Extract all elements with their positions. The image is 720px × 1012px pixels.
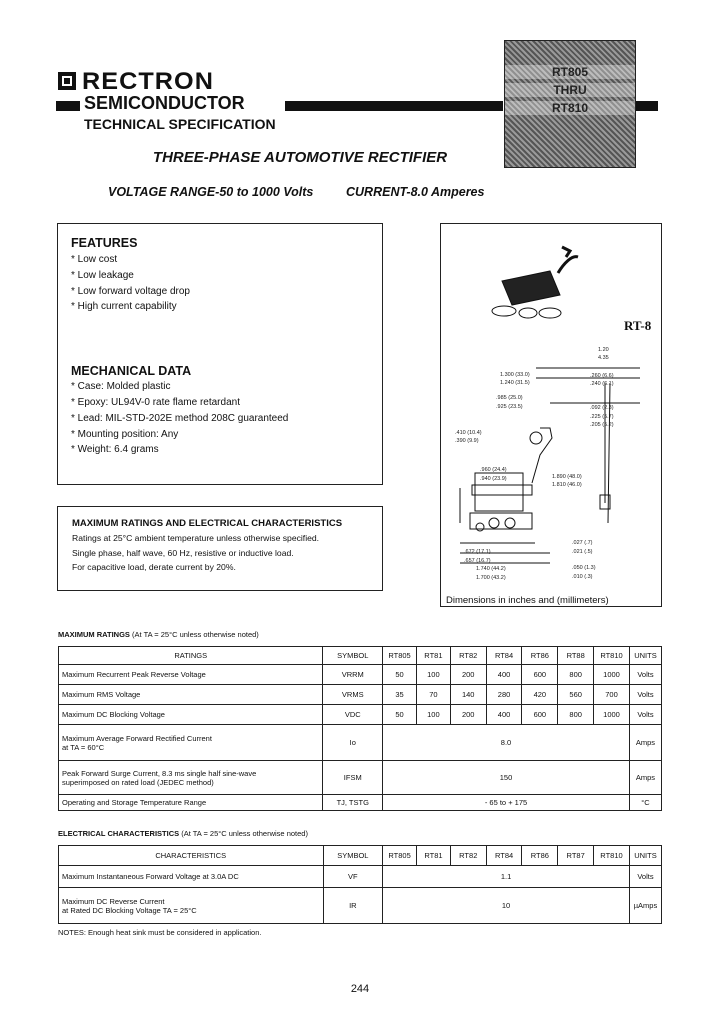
- value-cell: 1000: [594, 665, 630, 685]
- mechanical-list: [71, 379, 382, 458]
- dim-label: 1.740 (44.2): [476, 566, 506, 572]
- value-cell: 200: [450, 705, 486, 725]
- list-item: * Low forward voltage drop: [71, 285, 190, 297]
- list-item: * Low leakage: [71, 269, 134, 281]
- value-cell: 800: [558, 705, 594, 725]
- part-number: RT805: [505, 65, 635, 79]
- header-cell: SYMBOL: [323, 846, 383, 866]
- max-ratings-table: [58, 646, 662, 811]
- ratings-note-box: [57, 506, 383, 591]
- current-rating: CURRENT-8.0 Amperes: [346, 185, 485, 199]
- header-cell: RT86: [522, 647, 558, 665]
- mechanical-heading: MECHANICAL DATA: [71, 364, 192, 379]
- dim-label: .657 (16.7): [464, 558, 491, 564]
- max-ratings-caption: MAXIMUM RATINGS (At TA = 25°C unless otherwise noted): [58, 630, 259, 639]
- header-cell: RT84: [486, 846, 522, 866]
- row-label: Maximum Average Forward Rectified Current at TA = 60°C: [59, 725, 323, 761]
- table-row: [59, 685, 662, 705]
- header-cell: RT86: [522, 846, 558, 866]
- value-cell: 1.1: [383, 866, 630, 888]
- header-cell: RT87: [558, 846, 594, 866]
- header-cell: RT84: [486, 647, 522, 665]
- dim-label: .960 (24.4): [480, 467, 507, 473]
- row-label: Maximum Recurrent Peak Reverse Voltage: [59, 665, 323, 685]
- value-cell: - 65 to + 175: [383, 795, 630, 811]
- value-cell: 280: [486, 685, 522, 705]
- row-label: Operating and Storage Temperature Range: [59, 795, 323, 811]
- dim-label: .390 (9.9): [455, 438, 479, 444]
- symbol-cell: VF: [323, 866, 383, 888]
- header-cell: SYMBOL: [323, 647, 383, 665]
- list-item: * Case: Molded plastic: [71, 381, 171, 393]
- header-cell: RT81: [417, 846, 451, 866]
- table-row: [59, 795, 662, 811]
- header-cell: RT81: [416, 647, 450, 665]
- dim-label: .027 (.7): [572, 540, 593, 546]
- ratings-note-heading: MAXIMUM RATINGS AND ELECTRICAL CHARACTERISTICS: [72, 518, 343, 529]
- value-cell: 560: [558, 685, 594, 705]
- header-cell: RT82: [450, 647, 486, 665]
- dim-label: .925 (23.5): [496, 404, 523, 410]
- value-cell: 600: [522, 705, 558, 725]
- header-cell: RT810: [594, 647, 630, 665]
- value-cell: 700: [594, 685, 630, 705]
- tech-spec-label: TECHNICAL SPECIFICATION: [84, 116, 276, 132]
- value-cell: 800: [558, 665, 594, 685]
- features-heading: FEATURES: [71, 236, 138, 250]
- table-row: [59, 866, 662, 888]
- dim-label: .240 (6.1): [590, 381, 614, 387]
- value-cell: 400: [486, 705, 522, 725]
- header-cell: RT805: [383, 846, 417, 866]
- rectron-logo-icon: [58, 72, 76, 90]
- list-item: * Low cost: [71, 254, 118, 265]
- table-row: [59, 725, 662, 761]
- value-cell: 70: [416, 685, 450, 705]
- dim-label: .010 (.3): [572, 574, 593, 580]
- dim-label: .260 (6.6): [590, 373, 614, 379]
- symbol-cell: VRRM: [323, 665, 383, 685]
- notes: NOTES: Enough heat sink must be considered in application.: [58, 928, 262, 937]
- divider-bar: [285, 101, 503, 111]
- dim-label: .092 (2.3): [590, 405, 614, 411]
- header-cell: RATINGS: [59, 647, 323, 665]
- list-item: * Mounting position: Any: [71, 428, 179, 440]
- dim-label: .021 (.5): [572, 549, 593, 555]
- dimension-drawing: [460, 368, 640, 563]
- header-cell: RT805: [383, 647, 417, 665]
- symbol-cell: VDC: [323, 705, 383, 725]
- table-row: [59, 665, 662, 685]
- unit-cell: Volts: [629, 685, 661, 705]
- list-item: * High current capability: [71, 301, 177, 313]
- row-label: Maximum DC Blocking Voltage: [59, 705, 323, 725]
- table-row: [59, 888, 662, 924]
- ratings-note-line: Single phase, half wave, 60 Hz, resistive or inductive load.: [72, 547, 294, 558]
- page-title: THREE-PHASE AUTOMOTIVE RECTIFIER: [152, 149, 448, 166]
- dim-label: .225 (5.7): [590, 414, 614, 420]
- symbol-cell: TJ, TSTG: [323, 795, 383, 811]
- value-cell: 150: [383, 761, 630, 795]
- value-cell: 1000: [594, 705, 630, 725]
- brand-name: RECTRON: [82, 68, 214, 95]
- value-cell: 400: [486, 665, 522, 685]
- list-item: * Weight: 6.4 grams: [71, 444, 159, 456]
- symbol-cell: Io: [323, 725, 383, 761]
- unit-cell: Volts: [629, 705, 661, 725]
- package-label: RT-8: [624, 318, 652, 333]
- unit-cell: Volts: [629, 665, 661, 685]
- header-cell: RT88: [558, 647, 594, 665]
- dim-label: .410 (10.4): [455, 430, 482, 436]
- dim-label: .985 (25.0): [496, 395, 523, 401]
- value-cell: 100: [416, 705, 450, 725]
- table-row: [59, 705, 662, 725]
- dimension-caption: Dimensions in inches and (millimeters): [446, 595, 609, 606]
- dim-label: 1.700 (43.2): [476, 575, 506, 581]
- symbol-cell: IFSM: [323, 761, 383, 795]
- table-header-row: [59, 647, 662, 665]
- dim-label: .672 (17.1): [464, 549, 491, 555]
- dim-label: .205 (5.2): [590, 422, 614, 428]
- elec-caption: ELECTRICAL CHARACTERISTICS (At TA = 25°C unless otherwise noted): [58, 829, 308, 838]
- unit-cell: µAmps: [629, 888, 661, 924]
- value-cell: 35: [383, 685, 417, 705]
- value-cell: 50: [383, 705, 417, 725]
- value-cell: 50: [383, 665, 417, 685]
- unit-cell: °C: [629, 795, 661, 811]
- row-label: Maximum DC Reverse Current at Rated DC Blocking Voltage TA = 25°C: [59, 888, 324, 924]
- package-image: [492, 247, 578, 318]
- ratings-note-line: For capacitive load, derate current by 20%.: [72, 562, 236, 572]
- page-number: 244: [350, 983, 370, 995]
- header-cell: UNITS: [629, 846, 661, 866]
- dim-label: 1.890 (48.0): [552, 474, 582, 480]
- unit-cell: Volts: [629, 866, 661, 888]
- header-cell: RT82: [450, 846, 486, 866]
- unit-cell: Amps: [629, 761, 661, 795]
- row-label: Peak Forward Surge Current, 8.3 ms single half sine-wave superimposed on rated load (JEDEC method): [59, 761, 323, 795]
- list-item: * Epoxy: UL94V-0 rate flame retardant: [71, 396, 240, 408]
- header-cell: CHARACTERISTICS: [59, 846, 324, 866]
- value-cell: 200: [450, 665, 486, 685]
- ratings-note-line: Ratings at 25°C ambient temperature unless otherwise specified.: [72, 533, 320, 543]
- part-number: RT810: [505, 101, 635, 115]
- elec-table: [58, 845, 662, 924]
- part-number-thru: THRU: [505, 83, 635, 97]
- value-cell: 140: [450, 685, 486, 705]
- value-cell: 8.0: [383, 725, 630, 761]
- dim-label: 1.240 (31.5): [500, 380, 530, 386]
- row-label: Maximum RMS Voltage: [59, 685, 323, 705]
- value-cell: 10: [383, 888, 630, 924]
- dim-label: .050 (1.3): [572, 565, 596, 571]
- divider-bar: [56, 101, 80, 111]
- value-cell: 100: [416, 665, 450, 685]
- symbol-cell: IR: [323, 888, 383, 924]
- header-cell: RT810: [594, 846, 630, 866]
- dim-label: 4.35: [598, 355, 609, 361]
- table-header-row: [59, 846, 662, 866]
- dim-label: 1.20: [598, 347, 609, 353]
- divider-bar: [636, 101, 658, 111]
- features-list: [71, 252, 382, 315]
- dim-label: .940 (23.9): [480, 476, 507, 482]
- features-box: [57, 223, 383, 485]
- dim-label: 1.300 (33.0): [500, 372, 530, 378]
- semiconductor-label: SEMICONDUCTOR: [84, 93, 245, 113]
- header-cell: UNITS: [629, 647, 661, 665]
- unit-cell: Amps: [629, 725, 661, 761]
- list-item: * Lead: MIL-STD-202E method 208C guaranteed: [71, 412, 289, 424]
- row-label: Maximum Instantaneous Forward Voltage at 3.0A DC: [59, 866, 324, 888]
- table-row: [59, 761, 662, 795]
- symbol-cell: VRMS: [323, 685, 383, 705]
- value-cell: 600: [522, 665, 558, 685]
- voltage-range: VOLTAGE RANGE-50 to 1000 Volts: [108, 185, 314, 199]
- value-cell: 420: [522, 685, 558, 705]
- dim-label: 1.810 (46.0): [552, 482, 582, 488]
